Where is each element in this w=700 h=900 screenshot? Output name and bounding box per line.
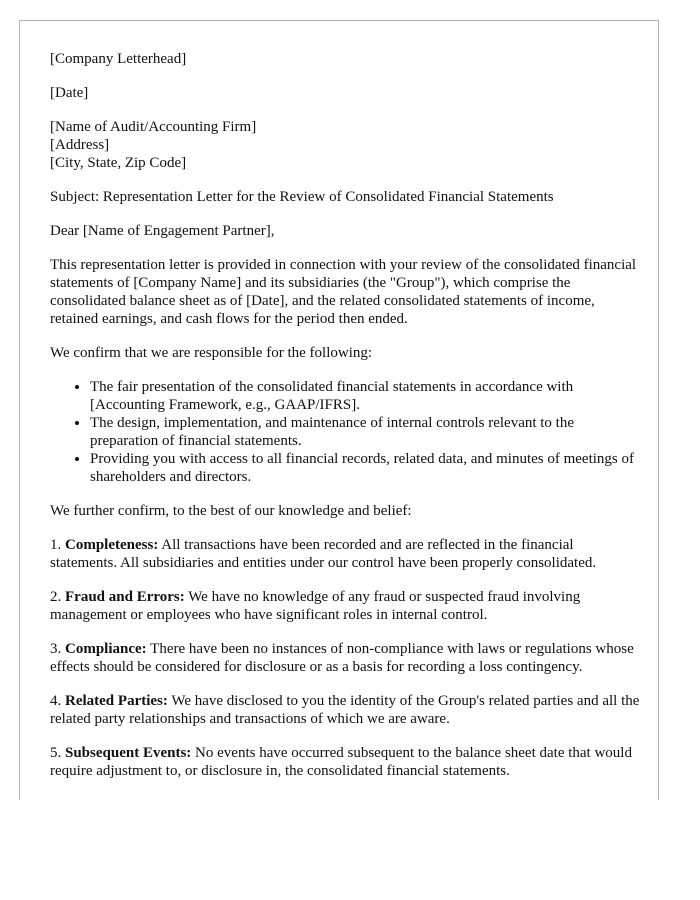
- letter-salutation: Dear [Name of Engagement Partner],: [50, 223, 275, 239]
- confirmation-item-compliance: [50, 640, 640, 676]
- letter-content: [50, 50, 640, 796]
- recipient-address: [Address]: [50, 137, 110, 153]
- responsibility-list: [50, 378, 640, 486]
- confirmation-text: There have been no instances of non-compliance with laws or regulations whose effects should be considered for disclosure or as a basis for recording a loss contingency.: [50, 641, 634, 675]
- confirmation-text: No events have occurred subsequent to the balance sheet date that would require adjustment to, or disclosure in, the consolidated financial statements.: [50, 745, 632, 779]
- confirm-intro: We further confirm, to the best of our knowledge and belief:: [50, 503, 412, 519]
- confirmation-number: 5.: [50, 745, 62, 761]
- confirmation-number: 1.: [50, 537, 62, 553]
- company-letterhead: [Company Letterhead]: [50, 51, 187, 67]
- responsibility-item: • Providing you with access to all financial records, related data, and minutes of meetings of shareholders and directors.: [90, 450, 640, 486]
- confirmation-text: We have disclosed to you the identity of the Group's related parties and all the related party relationships and transactions of which we are aware.: [50, 693, 640, 727]
- confirmation-number: 4.: [50, 693, 62, 709]
- confirmation-text: We have no knowledge of any fraud or suspected fraud involving management or employees who have significant roles in internal control.: [50, 589, 581, 623]
- confirmation-title: Related Parties:: [65, 693, 168, 709]
- confirmation-title: Subsequent Events:: [65, 745, 192, 761]
- responsibility-intro: We confirm that we are responsible for the following:: [50, 345, 373, 361]
- letter-page: [19, 20, 659, 800]
- confirmation-number: 3.: [50, 641, 62, 657]
- recipient-address-block: [50, 118, 640, 172]
- recipient-city-state-zip: [City, State, Zip Code]: [50, 155, 187, 171]
- responsibility-item: • The design, implementation, and maintenance of internal controls relevant to the preparation of financial statements.: [90, 414, 640, 450]
- confirmation-item-fraud-and-errors: [50, 588, 640, 624]
- letter-date: [Date]: [50, 85, 89, 101]
- confirmation-item-subsequent-events: [50, 744, 640, 780]
- recipient-firm: [Name of Audit/Accounting Firm]: [50, 119, 257, 135]
- confirmation-item-completeness: [50, 536, 640, 572]
- confirmation-number: 2.: [50, 589, 62, 605]
- confirmation-title: Fraud and Errors:: [65, 589, 185, 605]
- confirmation-text: All transactions have been recorded and are reflected in the financial statements. All subsidiaries and entities under our control have been properly consolidated.: [50, 537, 597, 571]
- letter-subject: Subject: Representation Letter for the Review of Consolidated Financial Statements: [50, 189, 554, 205]
- confirmation-title: Compliance:: [65, 641, 147, 657]
- confirmation-item-related-parties: [50, 692, 640, 728]
- intro-paragraph: This representation letter is provided in connection with your review of the consolidated financial statements of [Company Name] and its subsidiaries (the "Group"), which comprise the consolidated balance sheet as of [Date], and the related consolidated statements of income, retained earnings, and cash flows for the period then ended.: [50, 257, 637, 327]
- responsibility-item: • The fair presentation of the consolidated financial statements in accordance with [Accounting Framework, e.g., GAAP/IFRS].: [90, 378, 640, 414]
- confirmation-title: Completeness:: [65, 537, 159, 553]
